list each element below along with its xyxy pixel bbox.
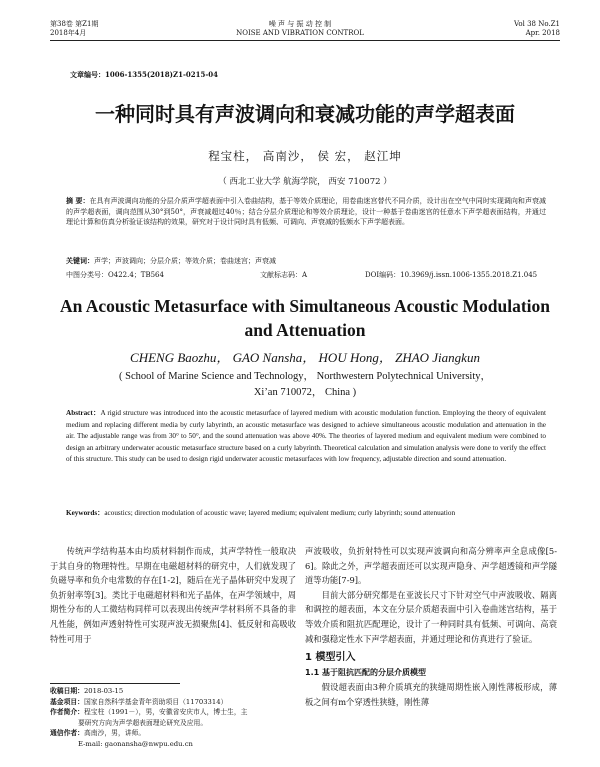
cn-keywords-label: 关键词： [66, 257, 94, 265]
footnote-corresponding: 通信作者：高南沙，男，讲师。 [50, 729, 146, 737]
footnote-author: 作者简介：程宝柱（1991－），男，安徽省安庆市人，博士生，主 [50, 708, 248, 716]
cn-affiliation: （ 西北工业大学 航海学院， 西安 710072 ） [218, 177, 392, 187]
journal-title-cn: 噪 声 与 振 动 控 制 [268, 20, 332, 28]
volume-issue: 第38卷 第Z1期 [50, 20, 99, 28]
en-keywords-text: acoustics; direction modulation of acoustic wave; layered medium; equivalent medium; curly labyrinth; sound attenuation [104, 509, 456, 517]
page-title: 一种同时具有声波调向和衰减功能的声学超表面 [95, 102, 515, 126]
footnote-fund: 基金项目：国家自然科学基金青年资助项目（11703314） [50, 697, 228, 706]
header-center [180, 20, 420, 38]
article-number: 文章编号：1006-1355(2018)Z1-0215-04 [70, 70, 218, 79]
en-title [40, 294, 570, 342]
footnote-email: E-mail: gaonansha@nwpu.edu.cn [78, 739, 193, 748]
header-rule [50, 40, 560, 41]
right-paragraph-1: 声波吸收，负折射特性可以实现声波调向和高分辨率声全息成像[5-6]。除此之外，声学超表面还可以实现声隐身、声学超透镜和声学隧道等功能[7-9]。 [305, 546, 557, 586]
right-paragraph-2: 目前大部分研究都是在亚波长尺寸下针对空气中声波吸收、隔离和调控的超表面，本文在分层介质超表面中引入卷曲迷宫结构，基于等效介质和阻抗匹配理论，设计了一种同时具有低频、可调向、高衰减和强稳定性水下声学超表面，并通过理论和仿真进行了验证。 [305, 589, 557, 644]
section-heading-1-1: 1.1 基于阻抗匹配的分层介质模型 [305, 668, 426, 678]
en-abstract-label: Abstract： [66, 409, 101, 417]
right-paragraph-3: 假设超表面由3种介质填充的狭缝周期性嵌入刚性薄板形成，薄板之间有m个穿透性狭缝，刚性薄 [305, 682, 557, 707]
cn-abstract-label: 摘 要： [66, 197, 90, 205]
section-heading-1: 1 模型引入 [305, 652, 356, 664]
journal-title-en: NOISE AND VIBRATION CONTROL [236, 29, 364, 37]
cn-keywords-text: 声学；声波调向；分层介质；等效介质；卷曲迷宫；声衰减 [94, 257, 276, 265]
doi: DOI编码：10.3969/j.issn.1006-1355.2018.Z1.045 [365, 271, 538, 279]
en-keywords-label: Keywords： [66, 509, 105, 517]
en-abstract-text: A rigid structure was introduced into the acoustic metasurface of layered medium with acoustic modulation function. Employing the theory of equivalent medium and replacing different media by curly labyrinth, an acoustic metasurface was designed to achieve simultaneous acoustic modulation and attenuation in the air. The adjustable range was from 30° to 50°, and the sound attenuation was above 40%. The theories of layered medium and equivalent medium were combined to design an arbitrary underwater acoustic metasurface structure based on a curly labyrinth. Theoretical calculation and simulation analysis were done to verify the effect of this structure. This study can be used to design rigid underwater acoustic metasurfaces with low frequency, adjustable direction and sound attenuation. [66, 409, 546, 464]
en-aff-line2: Xi’an 710072， China ) [253, 387, 357, 398]
cn-authors: 程宝柱， 高南沙， 侯 宏， 赵江坤 [208, 149, 402, 163]
cn-abstract [66, 196, 546, 228]
left-column [50, 544, 296, 646]
pub-date-en: Apr. 2018 [525, 29, 560, 37]
right-column [305, 544, 557, 709]
en-keywords [66, 508, 546, 520]
header-right [514, 20, 560, 38]
footnote-received: 收稿日期：2018-03-15 [50, 687, 124, 695]
en-authors: CHENG Baozhu， GAO Nansha， HOU Hong， ZHAO Jiangkun [130, 350, 480, 365]
header-left [50, 20, 98, 38]
doc-code: 文献标志码：A [260, 271, 308, 279]
footnote-rule [50, 683, 180, 684]
cn-keywords [66, 256, 546, 267]
volume-en: Vol 38 No.Z1 [514, 20, 560, 28]
en-title-line2: and Attenuation [244, 320, 366, 340]
intro-paragraph: 传统声学结构基本由均质材料制作而成，其声学特性一般取决于其自身的物理特性。早期在电磁超材料的研究中，人们就发现了负磁导率和负介电常数的存在[1-2]，随后在光子晶体研究中发现了负折射率等[3]。类比于电磁超材料和光子晶体，在声学领域中，周期性分布的人工微结构同样可以表现出传统声学材料所不具备的非凡性能，例如声透射特性可实现声波无损聚焦[4]、低反射和高吸收特性可用于 [50, 546, 296, 644]
en-abstract [66, 408, 546, 466]
cn-abstract-text: 在具有声波调向功能的分层介质声学超表面中引入卷曲结构，基于等效介质理论，用卷曲迷宫替代不同介质，设计出在空气中同时实现调向和声衰减的声学超表面，调向范围从30°到50°，声衰减超过40％；结合分层介质理论和等效介质理论，设计一种基于卷曲迷宫的任意水下声学超表面结构，并通过理论计算和仿真分析验证该结构的效果，研究对于设计同时具有低频、可调向、声衰减的低频水下声学超表面。 [66, 197, 546, 226]
clc-number: 中图分类号：O422.4；TB564 [66, 271, 164, 279]
en-affiliation [40, 369, 570, 401]
en-title-line1: An Acoustic Metasurface with Simultaneous Acoustic Modulation [60, 296, 550, 316]
footnote-author-cont: 要研究方向为声学超表面理论研究及应用。 [78, 718, 208, 727]
pub-month: 2018年4月 [50, 29, 87, 37]
en-aff-line1: ( School of Marine Science and Technology， Northwestern Polytechnical University， [118, 371, 492, 382]
footnotes [50, 686, 300, 749]
